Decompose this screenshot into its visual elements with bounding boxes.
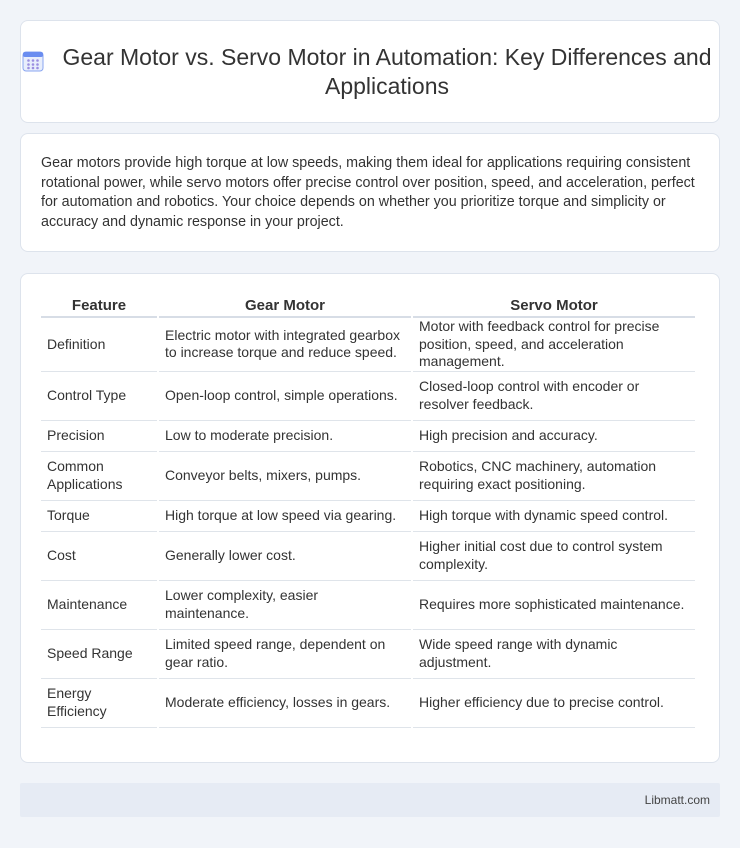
row-servo-motor: High precision and accuracy. (413, 421, 695, 452)
row-feature: Common Applications (41, 452, 157, 501)
title-card (20, 20, 720, 123)
intro-card (20, 133, 720, 252)
row-feature: Energy Efficiency (41, 679, 157, 728)
row-gear-motor: Lower complexity, easier maintenance. (159, 581, 411, 630)
header-gear-motor: Gear Motor (159, 296, 411, 318)
footer-brand[interactable]: Libmatt.com (644, 793, 710, 807)
table-row (41, 581, 695, 630)
row-servo-motor: Wide speed range with dynamic adjustment. (413, 630, 695, 679)
row-servo-motor: Requires more sophisticated maintenance. (413, 581, 695, 630)
header-feature: Feature (41, 296, 157, 318)
row-gear-motor: Generally lower cost. (159, 532, 411, 581)
title-wrap (21, 43, 719, 101)
table-row (41, 501, 695, 532)
row-servo-motor: Higher initial cost due to control system complexity. (413, 532, 695, 581)
row-servo-motor: High torque with dynamic speed control. (413, 501, 695, 532)
footer (20, 783, 720, 817)
row-gear-motor: Open-loop control, simple operations. (159, 372, 411, 421)
row-feature: Torque (41, 501, 157, 532)
calendar-grid-icon (21, 49, 45, 73)
row-gear-motor: Limited speed range, dependent on gear ratio. (159, 630, 411, 679)
row-feature: Cost (41, 532, 157, 581)
row-feature: Control Type (41, 372, 157, 421)
table-row (41, 318, 695, 372)
row-feature: Maintenance (41, 581, 157, 630)
intro-paragraph: Gear motors provide high torque at low speeds, making them ideal for applications requiring consistent rotational power, while servo motors offer precise control over position, speed, and acceleration, perfect for automation and robotics. Your choice depends on whether you prioritize torque and simplicity or accuracy and dynamic response in your project. (41, 155, 695, 230)
table-row (41, 372, 695, 421)
header-servo-motor: Servo Motor (413, 296, 695, 318)
row-gear-motor: Moderate efficiency, losses in gears. (159, 679, 411, 728)
row-gear-motor: High torque at low speed via gearing. (159, 501, 411, 532)
comparison-table (39, 296, 697, 728)
row-gear-motor: Conveyor belts, mixers, pumps. (159, 452, 411, 501)
table-row (41, 421, 695, 452)
row-servo-motor: Higher efficiency due to precise control. (413, 679, 695, 728)
table-row (41, 452, 695, 501)
row-gear-motor: Electric motor with integrated gearbox to increase torque and reduce speed. (159, 318, 411, 372)
table-row (41, 532, 695, 581)
page-title: Gear Motor vs. Servo Motor in Automation: Key Differences and Applications (62, 43, 712, 99)
row-feature: Speed Range (41, 630, 157, 679)
row-servo-motor: Robotics, CNC machinery, automation requiring exact positioning. (413, 452, 695, 501)
table-header-row (41, 296, 695, 318)
row-servo-motor: Closed-loop control with encoder or resolver feedback. (413, 372, 695, 421)
row-feature: Precision (41, 421, 157, 452)
table-row (41, 630, 695, 679)
table-row (41, 679, 695, 728)
comparison-card (20, 273, 720, 763)
row-gear-motor: Low to moderate precision. (159, 421, 411, 452)
row-servo-motor: Motor with feedback control for precise position, speed, and acceleration management. (413, 318, 695, 372)
row-feature: Definition (41, 318, 157, 372)
